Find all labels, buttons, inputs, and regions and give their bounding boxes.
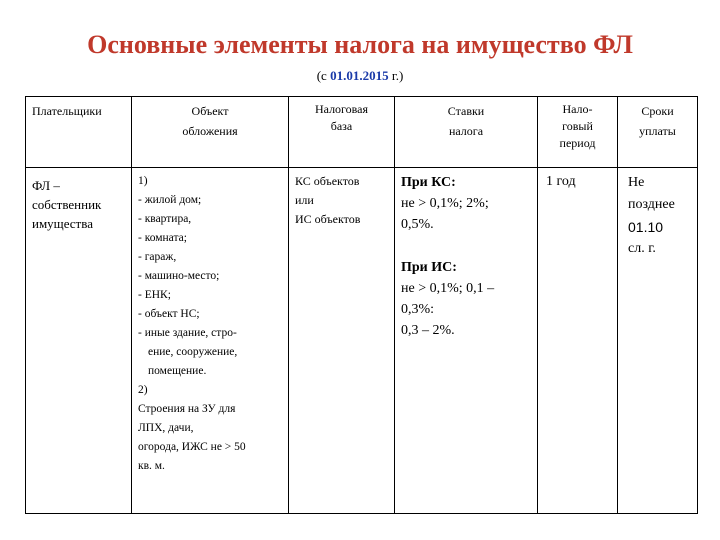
rates-is-heading: При ИС: [401,260,457,275]
cell-rates: При КС: не > 0,1%; 2%; 0,5%. При ИС: не > 0,1%; 0,1 – 0,3%: 0,3 – 2%. [395,168,538,514]
rates-ks-heading: При КС: [401,175,456,190]
tax-elements-table [25,96,698,514]
header-period: Нало- говый период [538,97,618,168]
table-header-row [26,97,698,168]
subtitle-prefix: (с [316,68,331,83]
header-base: Налоговая база [289,97,395,168]
table-row [26,168,698,514]
subtitle-suffix: г.) [388,68,404,83]
header-object: Объект обложения [132,97,289,168]
cell-payers: ФЛ – собственник имущества [26,168,132,514]
subtitle-date: 01.01.2015 [330,68,389,83]
header-payers: Плательщики [26,97,132,168]
cell-period: 1 год [538,168,618,514]
cell-base: КС объектов или ИС объектов [289,168,395,514]
header-rates: Ставки налога [395,97,538,168]
cell-deadline: Не позднее 01.10 сл. г. [618,168,698,514]
page-subtitle [0,68,720,84]
page-title: Основные элементы налога на имущество ФЛ [87,30,633,59]
cell-object: 1) - жилой дом; - квартира, - комната; - гараж, - машино-место; - ЕНК; - объект НС; - иные здание, стро- ение, сооружение, помещение. 2) Строения на ЗУ для ЛПХ, дачи, огорода, ИЖС не > 50 кв. м. [132,168,289,514]
header-deadline: Сроки уплаты [618,97,698,168]
